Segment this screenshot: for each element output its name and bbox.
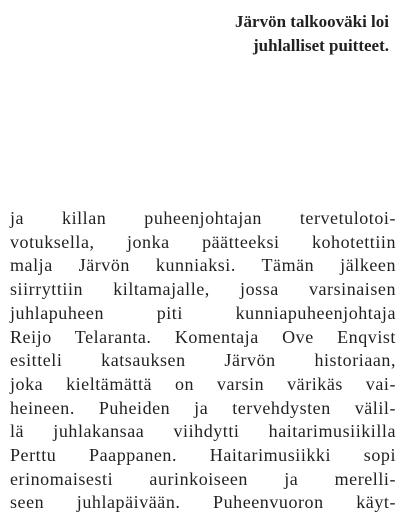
body-line-12: erinomaisesti aurinkoiseen ja merelli- bbox=[10, 468, 396, 489]
body-line-4: siirryttiin kiltamajalle, jossa varsinaisen bbox=[10, 279, 396, 300]
body-line-8: joka kieltämättä on varsin värikäs vai- bbox=[10, 373, 396, 394]
body-line-11: Perttu Paappanen. Haitarimusiikki sopi bbox=[10, 445, 396, 466]
body-line-6: Reijo Telaranta. Komentaja Ove Enqvist bbox=[10, 326, 396, 347]
body-line-9: heineen. Puheiden ja tervehdysten välil- bbox=[10, 397, 396, 418]
body-line-1: ja killan puheenjohtajan tervetulotoi- bbox=[10, 208, 396, 228]
body-line-10: lä juhlakansaa viihdytti haitarimusiikilla bbox=[10, 421, 396, 442]
body-line-5: juhlapuheen piti kunniapuheenjohtaja bbox=[10, 302, 396, 323]
body-line-3: malja Järvön kunniaksi. Tämän jälkeen bbox=[10, 255, 396, 276]
caption-line-2: juhlalliset puitteet. bbox=[253, 36, 389, 55]
body-line-13: seen juhlapäivään. Puheenvuoron käyt- bbox=[10, 492, 396, 513]
body-line-7: esitteli katsauksen Järvön historiaan, bbox=[10, 350, 396, 371]
photo-caption bbox=[89, 10, 389, 58]
article-body bbox=[10, 207, 396, 515]
body-line-2: votuksella, jonka päätteeksi kohotettiin bbox=[10, 231, 396, 252]
caption-line-1: Järvön talkooväki loi bbox=[235, 12, 389, 31]
